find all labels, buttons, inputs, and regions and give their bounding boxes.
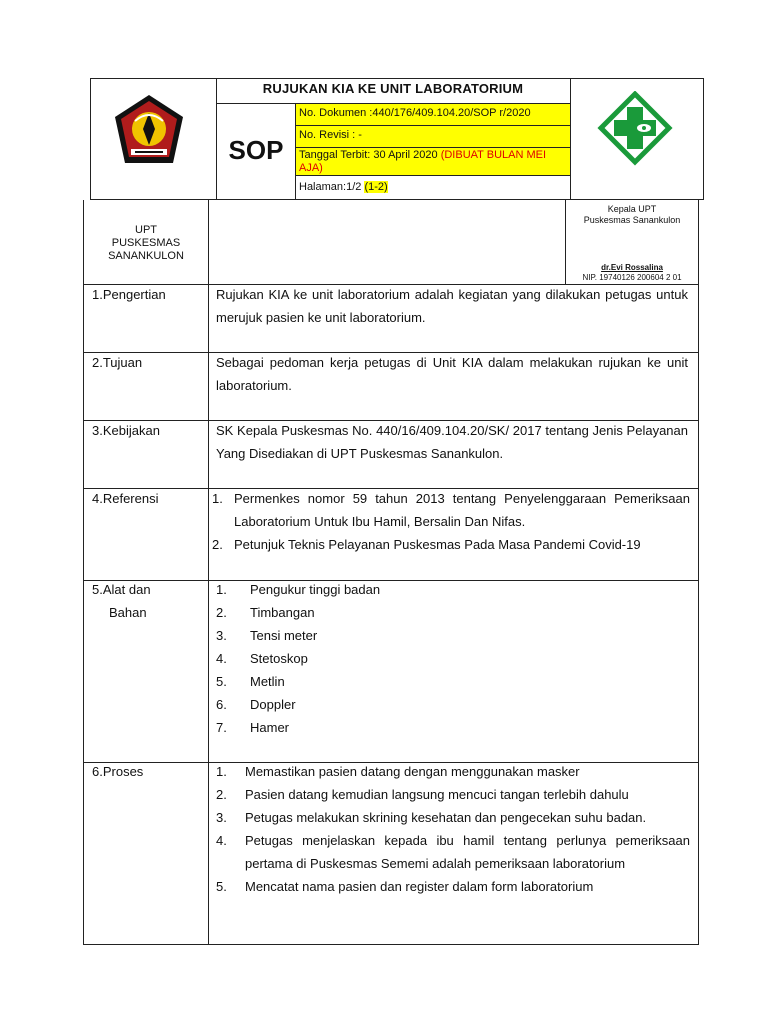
- list-text: Metlin: [250, 674, 285, 689]
- list-number: 2.: [216, 605, 227, 620]
- referensi-list: [212, 487, 690, 556]
- list-text: Pengukur tinggi badan: [250, 582, 381, 597]
- list-item: [212, 533, 690, 556]
- list-text: Doppler: [250, 697, 296, 712]
- list-item: [216, 783, 690, 806]
- label-referensi: 4.Referensi: [92, 491, 159, 506]
- document-title: RUJUKAN KIA KE UNIT LABORATORIUM: [262, 81, 524, 96]
- list-item: [216, 647, 688, 670]
- halaman-text: Halaman:1/2: [299, 181, 365, 193]
- list-number: 2.: [216, 787, 227, 802]
- list-number: 4.: [216, 651, 227, 666]
- list-item: [216, 693, 688, 716]
- signature-office: Puskesmas Sanankulon: [583, 215, 681, 225]
- sop-label: SOP: [228, 135, 284, 165]
- signature-name-block: [566, 263, 698, 283]
- list-item: [216, 578, 688, 601]
- list-text: Mencatat nama pasien dan register dalam form laboratorium: [245, 879, 594, 894]
- list-item: [216, 760, 690, 783]
- sop-body-table: [83, 200, 699, 945]
- tanggal-terbit-text: Tanggal Terbit: 30 April 2020: [299, 149, 441, 161]
- no-dokumen-text: No. Dokumen :440/176/409.104.20/SOP r/2020: [299, 107, 531, 119]
- halaman: [296, 176, 570, 199]
- label-tujuan: 2.Tujuan: [92, 355, 143, 370]
- puskesmas-cross-icon: [596, 91, 674, 169]
- list-item: [216, 806, 690, 829]
- list-text: Petugas menjelaskan kepada ibu hamil tentang perlunya pemeriksaan pertama di Puskesmas Sememi adalah pemeriksaan laboratorium: [245, 833, 690, 871]
- list-number: 1.: [216, 764, 227, 779]
- list-number: 5.: [216, 879, 227, 894]
- list-number: 2.: [212, 537, 223, 552]
- list-number: 4.: [216, 833, 227, 848]
- signature-title: Kepala UPT: [607, 204, 657, 214]
- list-number: 1.: [212, 491, 223, 506]
- list-text: Memastikan pasien datang dengan menggunakan masker: [245, 764, 580, 779]
- header-table: [90, 78, 704, 200]
- label-pengertian: 1.Pengertian: [92, 287, 166, 302]
- list-text: Timbangan: [250, 605, 315, 620]
- label-proses: 6.Proses: [92, 764, 144, 779]
- regency-emblem-icon: [109, 91, 189, 171]
- unit-line3: SANANKULON: [108, 250, 184, 262]
- unit-line1: UPT: [135, 224, 157, 236]
- tanggal-terbit: [296, 148, 570, 175]
- list-text: Stetoskop: [250, 651, 308, 666]
- list-item: [216, 875, 690, 898]
- label-alat-bahan: [92, 578, 151, 624]
- list-item: [216, 601, 688, 624]
- label-alat-line2: Bahan: [109, 605, 147, 620]
- no-revisi: [296, 126, 570, 147]
- list-item: [212, 487, 690, 533]
- list-number: 5.: [216, 674, 227, 689]
- list-number: 1.: [216, 582, 227, 597]
- unit-name: [84, 224, 208, 263]
- list-item: [216, 716, 688, 739]
- list-number: 3.: [216, 810, 227, 825]
- list-text: Pasien datang kemudian langsung mencuci tangan terlebih dahulu: [245, 787, 629, 802]
- signature-block: [566, 204, 698, 226]
- list-number: 6.: [216, 697, 227, 712]
- list-number: 7.: [216, 720, 227, 735]
- list-text: Petunjuk Teknis Pelayanan Puskesmas Pada Masa Pandemi Covid-19: [234, 537, 641, 552]
- list-text: Hamer: [250, 720, 290, 735]
- list-text: Permenkes nomor 59 tahun 2013 tentang Penyelenggaraan Pemeriksaan Laboratorium Untuk Ibu Hamil, Bersalin Dan Nifas.: [234, 491, 690, 529]
- label-alat-line1: 5.Alat dan: [92, 582, 151, 597]
- list-item: [216, 829, 690, 875]
- unit-line2: PUSKESMAS: [111, 237, 181, 249]
- kebijakan-text: SK Kepala Puskesmas No. 440/16/409.104.20/SK/ 2017 tentang Jenis Pelayanan Yang Disediakan di UPT Puskesmas Sanankulon.: [216, 423, 688, 461]
- proses-list: [216, 760, 690, 898]
- signature-nip: NIP. 19740126 200604 2 01: [582, 273, 682, 282]
- label-kebijakan: 3.Kebijakan: [92, 423, 160, 438]
- tujuan-text: Sebagai pedoman kerja petugas di Unit KIA dalam melakukan rujukan ke unit laboratorium.: [216, 355, 688, 393]
- list-number: 3.: [216, 628, 227, 643]
- list-item: [216, 670, 688, 693]
- halaman-note: (1-2): [364, 181, 388, 193]
- tanggal-note: (DIBUAT BULAN MEI AJA): [299, 149, 547, 174]
- list-text: Tensi meter: [250, 628, 318, 643]
- no-revisi-text: No. Revisi : -: [299, 129, 362, 141]
- list-text: Petugas melakukan skrining kesehatan dan pengecekan suhu badan.: [245, 810, 647, 825]
- signature-name: dr.Evi Rossalina: [601, 263, 663, 272]
- alat-list: [216, 578, 688, 739]
- no-dokumen: [296, 104, 570, 125]
- pengertian-text: Rujukan KIA ke unit laboratorium adalah kegiatan yang dilakukan petugas untuk merujuk pasien ke unit laboratorium.: [216, 287, 688, 325]
- list-item: [216, 624, 688, 647]
